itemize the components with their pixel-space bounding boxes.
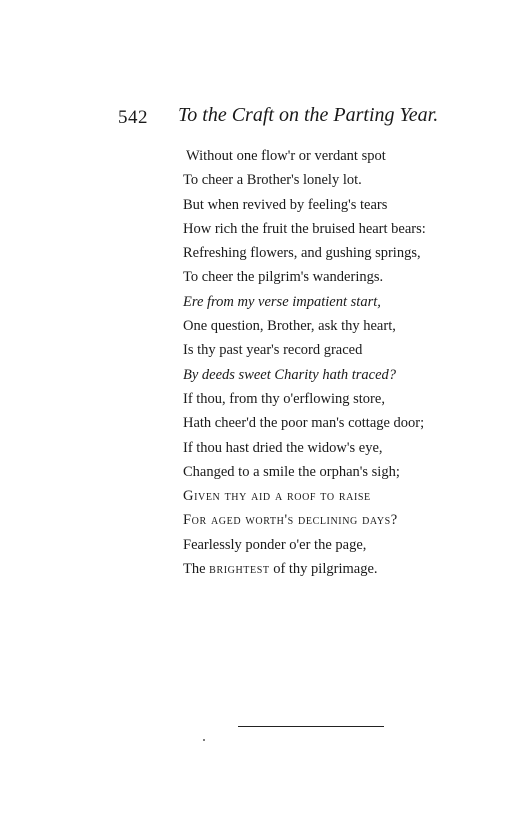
poem-line: But when revived by feeling's tears [183,196,388,213]
section-rule [238,726,384,727]
running-title: To the Craft on the Parting Year. [178,104,439,126]
poem-line: To cheer the pilgrim's wanderings. [183,269,384,286]
poem-line: Changed to a smile the orphan's sigh; [183,463,400,480]
poem-line [183,557,483,581]
poem-line: Given thy aid a roof to raise [183,488,371,505]
poem-line: Without one flow'r or verdant spot [186,148,386,164]
poem-line: Is thy past year's record graced [183,342,363,359]
poem-line: If thou hast dried the widow's eye, [183,439,383,456]
poem-line: Refreshing flowers, and gushing springs, [183,245,421,262]
poem-line: For aged worth's declining days? [183,512,398,529]
emphasized-word: brightest [209,561,270,578]
poem-line: To cheer a Brother's lonely lot. [183,172,362,189]
poem [183,144,483,581]
poem-line: Ere from my verse impatient start, [183,293,381,310]
print-speck [203,739,205,741]
poem-line: Fearlessly ponder o'er the page, [183,536,367,553]
page-number: 542 [118,107,148,128]
poem-line: If thou, from thy o'erflowing store, [183,390,385,407]
poem-line-end: of thy pilgrimage. [273,561,378,578]
poem-line-start: The [183,561,206,578]
poem-line: How rich the fruit the bruised heart bears: [183,220,426,237]
poem-line: By deeds sweet Charity hath traced? [183,366,397,383]
poem-line: Hath cheer'd the poor man's cottage door; [183,415,425,432]
poem-line: One question, Brother, ask thy heart, [183,318,396,335]
